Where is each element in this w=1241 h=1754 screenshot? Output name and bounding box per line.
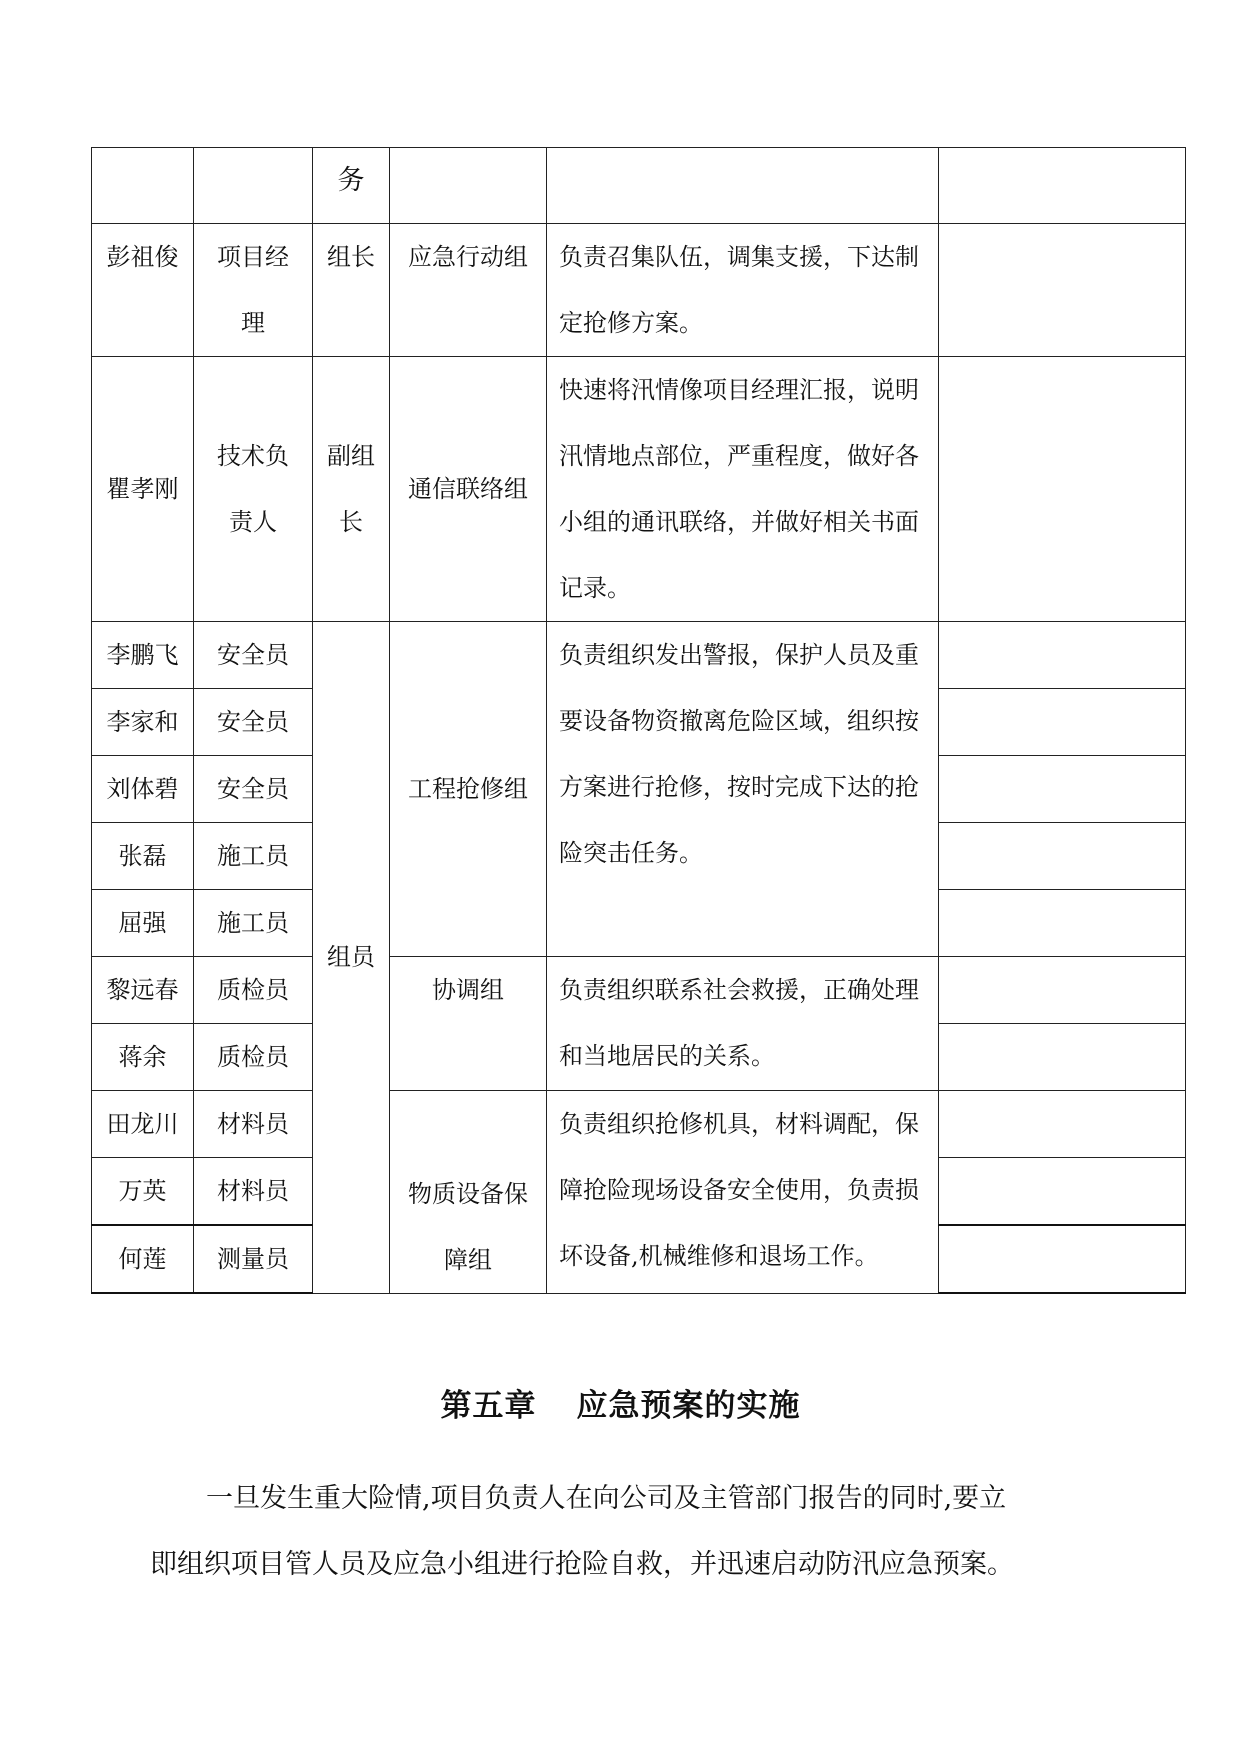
remark-cell	[939, 890, 1186, 957]
position-cell: 组长	[313, 224, 390, 357]
table-row	[92, 357, 1186, 622]
remark-cell	[939, 756, 1186, 823]
duty-cell: 负责组织抢修机具，材料调配，保 障抢险现场设备安全使用，负责损 坏设备,机械维修和退场工作。	[547, 1091, 939, 1294]
name-cell: 黎远春	[92, 957, 194, 1024]
duty-cell: 负责召集队伍，调集支援，下达制 定抢修方案。	[547, 224, 939, 357]
remark-cell	[939, 1091, 1186, 1158]
name-cell: 刘体碧	[92, 756, 194, 823]
table-row	[92, 1091, 1186, 1158]
title-cell: 质检员	[194, 957, 313, 1024]
name-cell: 何莲	[92, 1225, 194, 1293]
remark-cell	[939, 957, 1186, 1024]
remark-cell	[939, 689, 1186, 756]
name-cell	[92, 148, 194, 224]
duty-cell: 负责组织联系社会救援，正确处理 和当地居民的关系。	[547, 957, 939, 1091]
group-cell: 协调组	[390, 957, 547, 1091]
table-row	[92, 148, 1186, 224]
title-cell: 测量员	[194, 1225, 313, 1293]
name-cell: 蒋余	[92, 1024, 194, 1091]
title-cell: 材料员	[194, 1158, 313, 1226]
name-cell: 彭祖俊	[92, 224, 194, 357]
remark-cell	[939, 1024, 1186, 1091]
name-cell: 瞿孝刚	[92, 357, 194, 622]
name-cell: 田龙川	[92, 1091, 194, 1158]
remark-cell	[939, 224, 1186, 357]
name-cell: 李鹏飞	[92, 622, 194, 689]
position-cell: 组员	[313, 622, 390, 1294]
duty-cell	[547, 148, 939, 224]
remark-cell	[939, 823, 1186, 890]
group-cell: 物质设备保 障组	[390, 1091, 547, 1294]
title-cell	[194, 148, 313, 224]
title-cell: 安全员	[194, 622, 313, 689]
table-row	[92, 622, 1186, 689]
group-cell: 通信联络组	[390, 357, 547, 622]
name-cell: 万英	[92, 1158, 194, 1226]
position-cell: 副组 长	[313, 357, 390, 622]
title-cell: 安全员	[194, 756, 313, 823]
group-cell: 工程抢修组	[390, 622, 547, 957]
title-cell: 施工员	[194, 890, 313, 957]
table-row	[92, 957, 1186, 1024]
remark-cell	[939, 622, 1186, 689]
title-cell: 项目经 理	[194, 224, 313, 357]
remark-cell	[939, 148, 1186, 224]
name-cell: 屈强	[92, 890, 194, 957]
title-cell: 技术负 责人	[194, 357, 313, 622]
chapter-number: 第五章	[440, 1388, 537, 1424]
body-paragraph: 一旦发生重大险情,项目负责人在向公司及主管部门报告的同时,要立 即组织项目管人员及应急小组进行抢险自救，并迅速启动防汛应急预案。	[150, 1483, 1014, 1580]
name-cell: 张磊	[92, 823, 194, 890]
chapter-heading	[0, 1380, 1241, 1425]
title-cell: 质检员	[194, 1024, 313, 1091]
name-cell: 李家和	[92, 689, 194, 756]
title-cell: 安全员	[194, 689, 313, 756]
title-cell: 施工员	[194, 823, 313, 890]
duty-cell: 负责组织发出警报，保护人员及重 要设备物资撤离危险区域，组织按 方案进行抢修，按时完成下达的抢 险突击任务。	[547, 622, 939, 957]
remark-cell	[939, 1225, 1186, 1293]
remark-cell	[939, 357, 1186, 622]
table-row	[92, 224, 1186, 357]
title-cell: 材料员	[194, 1091, 313, 1158]
position-cell: 务	[313, 148, 390, 224]
emergency-team-table	[91, 147, 1186, 1294]
chapter-title: 应急预案的实施	[576, 1388, 801, 1424]
group-cell	[390, 148, 547, 224]
remark-cell	[939, 1158, 1186, 1226]
duty-cell: 快速将汛情像项目经理汇报，说明 汛情地点部位，严重程度，做好各 小组的通讯联络，并做好相关书面 记录。	[547, 357, 939, 622]
group-cell: 应急行动组	[390, 224, 547, 357]
